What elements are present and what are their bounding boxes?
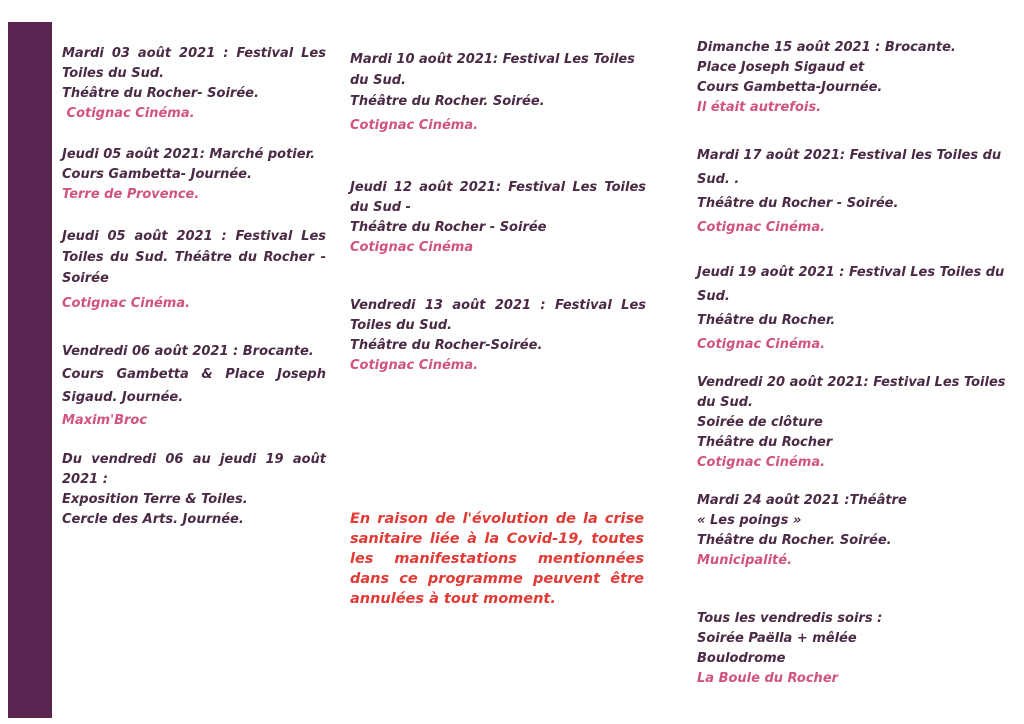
event-line: Toiles du Sud. Théâtre du Rocher - [62, 250, 326, 265]
event-friday-paella [697, 609, 1007, 689]
event-line: Toiles du Sud. [62, 66, 165, 81]
event-line: Place Joseph Sigaud et [697, 60, 865, 75]
event-line: Théâtre du Rocher-Soirée. [350, 338, 543, 353]
event-line: Théâtre du Rocher - Soirée. [697, 196, 899, 211]
event-line: Théâtre du Rocher. Soirée. [697, 533, 892, 548]
event-line: Théâtre du Rocher [697, 435, 833, 450]
event-aug-24 [697, 491, 1007, 571]
event-line: Sigaud. Journée. [62, 390, 184, 405]
event-line: Théâtre du Rocher. [697, 313, 836, 328]
event-organizer: Cotignac Cinéma. [697, 455, 826, 470]
event-aug-19 [697, 261, 1007, 357]
event-aug-15 [697, 38, 1007, 118]
notice-line: En raison de l'évolution de la crise [350, 511, 644, 527]
event-aug-05-pottery [62, 145, 326, 205]
event-organizer: Cotignac Cinéma. [62, 296, 191, 311]
event-organizer: Cotignac Cinéma. [62, 106, 195, 121]
event-line: Soirée Paëlla + mêlée [697, 631, 857, 646]
event-line: Théâtre du Rocher - Soirée [350, 220, 547, 235]
event-aug-06-brocante [62, 340, 326, 432]
event-line: Vendredi 06 août 2021 : Brocante. [62, 344, 314, 359]
event-line: Jeudi 19 août 2021 : Festival Les Toiles du [697, 265, 1005, 280]
notice-line: annulées à tout moment. [350, 591, 556, 607]
event-line: Jeudi 05 août 2021 : Festival Les [62, 229, 326, 244]
notice-line: sanitaire liée à la Covid-19, toutes [350, 531, 644, 547]
event-line: Théâtre du Rocher- Soirée. [62, 86, 259, 101]
event-aug-17 [697, 144, 1007, 240]
event-line: Cours Gambetta- Journée. [62, 167, 252, 182]
event-line: du Sud. [350, 73, 406, 88]
covid-notice [350, 509, 644, 609]
notice-line: les manifestations mentionnées [350, 551, 644, 567]
event-line: Sud. [697, 289, 730, 304]
event-line: Cours Gambetta-Journée. [697, 80, 883, 95]
event-aug-12 [350, 178, 646, 258]
event-line: 2021 : [62, 472, 108, 487]
event-line: Exposition Terre & Toiles. [62, 492, 248, 507]
event-aug-03 [62, 44, 326, 124]
event-line: Jeudi 05 août 2021: Marché potier. [62, 147, 316, 162]
event-line: Soirée [62, 271, 109, 286]
event-line: Mardi 17 août 2021: Festival les Toiles du [697, 148, 1002, 163]
event-line: Mardi 10 août 2021: Festival Les Toiles [350, 52, 635, 67]
event-line: Du vendredi 06 au jeudi 19 août [62, 452, 326, 467]
event-line: du Sud - [350, 200, 411, 215]
event-line: Soirée de clôture [697, 415, 823, 430]
event-line: Vendredi 20 août 2021: Festival Les Toiles [697, 375, 1006, 390]
event-line: du Sud. [697, 395, 753, 410]
event-organizer: Cotignac Cinéma. [350, 118, 479, 133]
event-line: Cercle des Arts. Journée. [62, 512, 244, 527]
notice-line: dans ce programme peuvent être [350, 571, 644, 587]
event-line: Dimanche 15 août 2021 : Brocante. [697, 40, 956, 55]
event-organizer: La Boule du Rocher [697, 671, 839, 686]
event-line: Toiles du Sud. [350, 318, 453, 333]
event-aug-05-festival [62, 226, 326, 314]
event-line: Mardi 03 août 2021 : Festival Les [62, 46, 326, 61]
event-line: Cours Gambetta & Place Joseph [62, 367, 326, 382]
event-organizer: Municipalité. [697, 553, 793, 568]
event-line: Théâtre du Rocher. Soirée. [350, 94, 545, 109]
decorative-side-bar [8, 22, 52, 718]
event-line: « Les poings » [697, 513, 802, 528]
event-aug-20 [697, 373, 1007, 473]
event-line: Vendredi 13 août 2021 : Festival Les [350, 298, 646, 313]
event-organizer: Terre de Provence. [62, 187, 200, 202]
event-aug-10 [350, 48, 646, 138]
event-line: Jeudi 12 août 2021: Festival Les Toiles [350, 180, 646, 195]
event-organizer: Maxim'Broc [62, 413, 148, 428]
event-organizer: Cotignac Cinéma. [697, 220, 826, 235]
event-aug-13 [350, 296, 646, 376]
event-line: Boulodrome [697, 651, 786, 666]
event-line: Tous les vendredis soirs : [697, 611, 883, 626]
event-organizer: Cotignac Cinéma. [697, 337, 826, 352]
event-organizer: Cotignac Cinéma [350, 240, 474, 255]
event-organizer: Cotignac Cinéma. [350, 358, 479, 373]
event-exposition [62, 450, 326, 530]
event-line: Mardi 24 août 2021 :Théâtre [697, 493, 907, 508]
event-organizer: Il était autrefois. [697, 100, 822, 115]
event-line: Sud. . [697, 172, 740, 187]
